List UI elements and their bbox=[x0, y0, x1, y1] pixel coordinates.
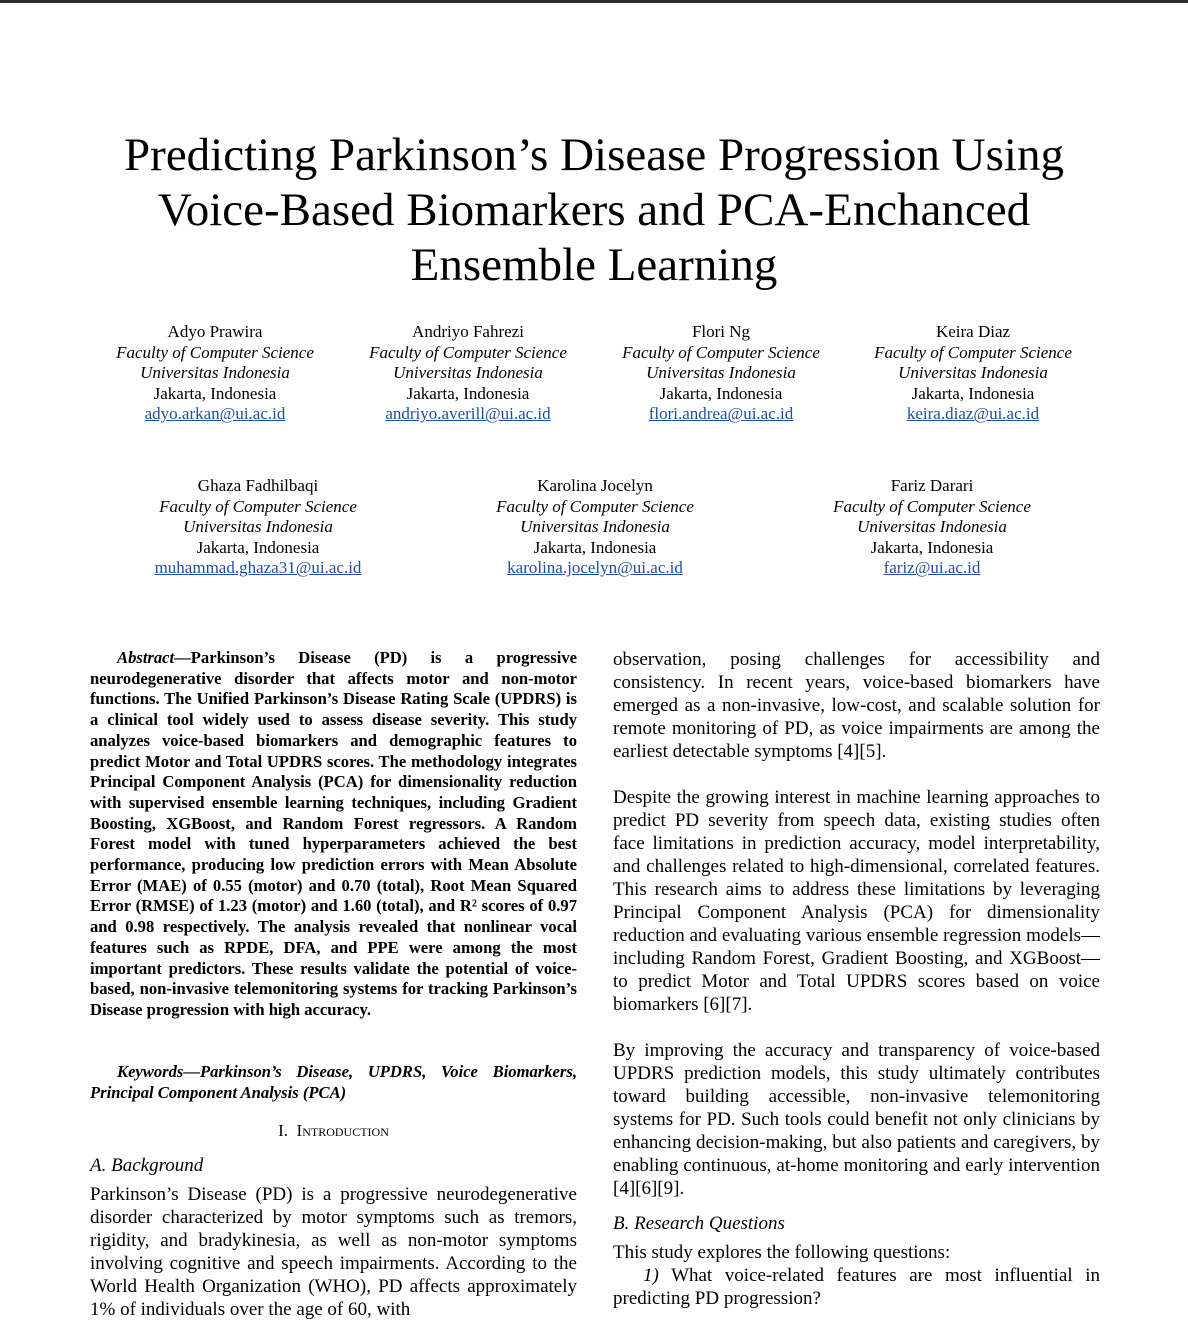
author-location: Jakarta, Indonesia bbox=[406, 383, 530, 403]
author-name: Andriyo Fahrezi bbox=[412, 322, 524, 341]
author-university: Universitas Indonesia bbox=[857, 517, 1007, 537]
author-block bbox=[465, 476, 725, 579]
author-faculty: Faculty of Computer Science bbox=[622, 342, 820, 362]
author-faculty: Faculty of Computer Science bbox=[159, 496, 357, 516]
intro-paragraph-continued: observation, posing challenges for accessibility and consistency. In recent years, voice-based biomarkers have emerged as a non-invasive, low-cost, and scalable solution for remote monitoring of PD, as voice impairments are among the earliest detectable symptoms [4][5]. bbox=[613, 649, 1100, 762]
author-email-link[interactable]: karolina.jocelyn@ui.ac.id bbox=[507, 558, 683, 578]
intro-paragraph-contribution: By improving the accuracy and transparency of voice-based UPDRS prediction models, this study ultimately contributes toward building accessible, non-invasive telemonitoring systems for PD. Such tools could benefit not only clinicians by enhancing decision-making, but also patients and caregivers, by enabling continuous, at-home monitoring and early intervention [4][6][9]. bbox=[613, 1040, 1100, 1199]
author-university: Universitas Indonesia bbox=[140, 363, 290, 383]
subsection-heading-research-questions: B. Research Questions bbox=[613, 1213, 785, 1234]
author-faculty: Faculty of Computer Science bbox=[874, 342, 1072, 362]
author-location: Jakarta, Indonesia bbox=[911, 383, 1035, 403]
author-email-link[interactable]: adyo.arkan@ui.ac.id bbox=[144, 404, 286, 424]
author-location: Jakarta, Indonesia bbox=[153, 383, 277, 403]
subsection-heading-background: A. Background bbox=[90, 1155, 204, 1176]
section-number: I. bbox=[278, 1121, 289, 1140]
author-block bbox=[843, 322, 1103, 425]
author-email-link[interactable]: andriyo.averill@ui.ac.id bbox=[385, 404, 551, 424]
author-faculty: Faculty of Computer Science bbox=[833, 496, 1031, 516]
author-name: Flori Ng bbox=[691, 322, 751, 341]
title-line-1: Predicting Parkinson’s Disease Progression Using bbox=[124, 129, 1064, 181]
author-block bbox=[802, 476, 1062, 579]
research-question-1 bbox=[613, 1264, 1100, 1310]
author-block bbox=[85, 322, 345, 425]
author-name: Adyo Prawira bbox=[167, 322, 263, 341]
author-faculty: Faculty of Computer Science bbox=[496, 496, 694, 516]
title-line-2: Voice-Based Biomarkers and PCA-Enchanced bbox=[157, 184, 1031, 236]
author-location: Jakarta, Indonesia bbox=[659, 383, 783, 403]
top-border bbox=[0, 0, 1188, 3]
author-email-link[interactable]: keira.diaz@ui.ac.id bbox=[906, 404, 1040, 424]
author-block bbox=[591, 322, 851, 425]
author-email-link[interactable]: muhammad.ghaza31@ui.ac.id bbox=[154, 558, 362, 578]
author-email-link[interactable]: fariz@ui.ac.id bbox=[883, 558, 981, 578]
rq-text: What voice-related features are most influential in predicting PD progression? bbox=[613, 1265, 1100, 1309]
author-university: Universitas Indonesia bbox=[393, 363, 543, 383]
author-block bbox=[128, 476, 388, 579]
author-faculty: Faculty of Computer Science bbox=[369, 342, 567, 362]
research-questions-intro: This study explores the following questions: bbox=[613, 1242, 951, 1263]
section-heading-introduction bbox=[90, 1120, 577, 1142]
author-faculty: Faculty of Computer Science bbox=[116, 342, 314, 362]
paper-title bbox=[40, 128, 1148, 293]
author-name: Karolina Jocelyn bbox=[537, 476, 653, 495]
author-university: Universitas Indonesia bbox=[520, 517, 670, 537]
background-paragraph: Parkinson’s Disease (PD) is a progressive neurodegenerative disorder characterized by motor symptoms such as tremors, rigidity, and bradykinesia, as well as non-motor symptoms involving cognitive and speech impairments. According to the World Health Organization (WHO), PD affects approximately 1% of individuals over the age of 60, with bbox=[90, 1184, 577, 1320]
author-name: Keira Diaz bbox=[935, 322, 1011, 341]
author-location: Jakarta, Indonesia bbox=[196, 537, 320, 557]
author-university: Universitas Indonesia bbox=[898, 363, 1048, 383]
author-university: Universitas Indonesia bbox=[183, 517, 333, 537]
title-line-3: Ensemble Learning bbox=[410, 239, 778, 291]
author-location: Jakarta, Indonesia bbox=[870, 537, 994, 557]
intro-paragraph-limitations: Despite the growing interest in machine learning approaches to predict PD severity from speech data, existing studies often face limitations in prediction accuracy, model interpretability, and challenges related to high-dimensional, correlated features. This research aims to address these limitations by leveraging Principal Component Analysis (PCA) for dimensionality reduction and evaluating various ensemble regression models—including Random Forest, Gradient Boosting, and XGBoost—to predict Motor and Total UPDRS scores based on voice biomarkers [6][7]. bbox=[613, 787, 1100, 1015]
author-block bbox=[338, 322, 598, 425]
author-location: Jakarta, Indonesia bbox=[533, 537, 657, 557]
abstract-text: —Parkinson’s Disease (PD) is a progressive neurodegenerative disorder that affects motor and non-motor functions. The Unified Parkinson’s Disease Rating Scale (UPDRS) is a clinical tool widely used to assess disease severity. This study analyzes voice-based biomarkers and demographic features to predict Motor and Total UPDRS scores. The methodology integrates Principal Component Analysis (PCA) for dimensionality reduction with supervised ensemble learning techniques, including Gradient Boosting, XGBoost, and Random Forest regressors. A Random Forest model with tuned hyperparameters achieved the best performance, producing low prediction errors with Mean Absolute Error (MAE) of 0.55 (motor) and 0.70 (total), Root Mean Squared Error (RMSE) of 1.23 (motor) and 1.60 (total), and R² scores of 0.97 and 0.98 respectively. The analysis revealed that nonlinear vocal features such as RPDE, DFA, and PPE were among the most important predictors. These results validate the potential of voice-based, non-invasive telemonitoring systems for tracking Parkinson’s Disease progression with high accuracy. bbox=[90, 648, 577, 1019]
author-name: Ghaza Fadhilbaqi bbox=[197, 476, 319, 495]
keywords: Keywords—Parkinson’s Disease, UPDRS, Voice Biomarkers, Principal Component Analysis (PCA) bbox=[90, 1062, 577, 1102]
author-email-link[interactable]: flori.andrea@ui.ac.id bbox=[648, 404, 794, 424]
abstract-label: Abstract bbox=[117, 648, 175, 667]
abstract bbox=[90, 648, 577, 1021]
author-university: Universitas Indonesia bbox=[646, 363, 796, 383]
section-title: Introduction bbox=[296, 1121, 389, 1140]
author-name: Fariz Darari bbox=[890, 476, 974, 495]
rq-number: 1) bbox=[643, 1265, 659, 1286]
